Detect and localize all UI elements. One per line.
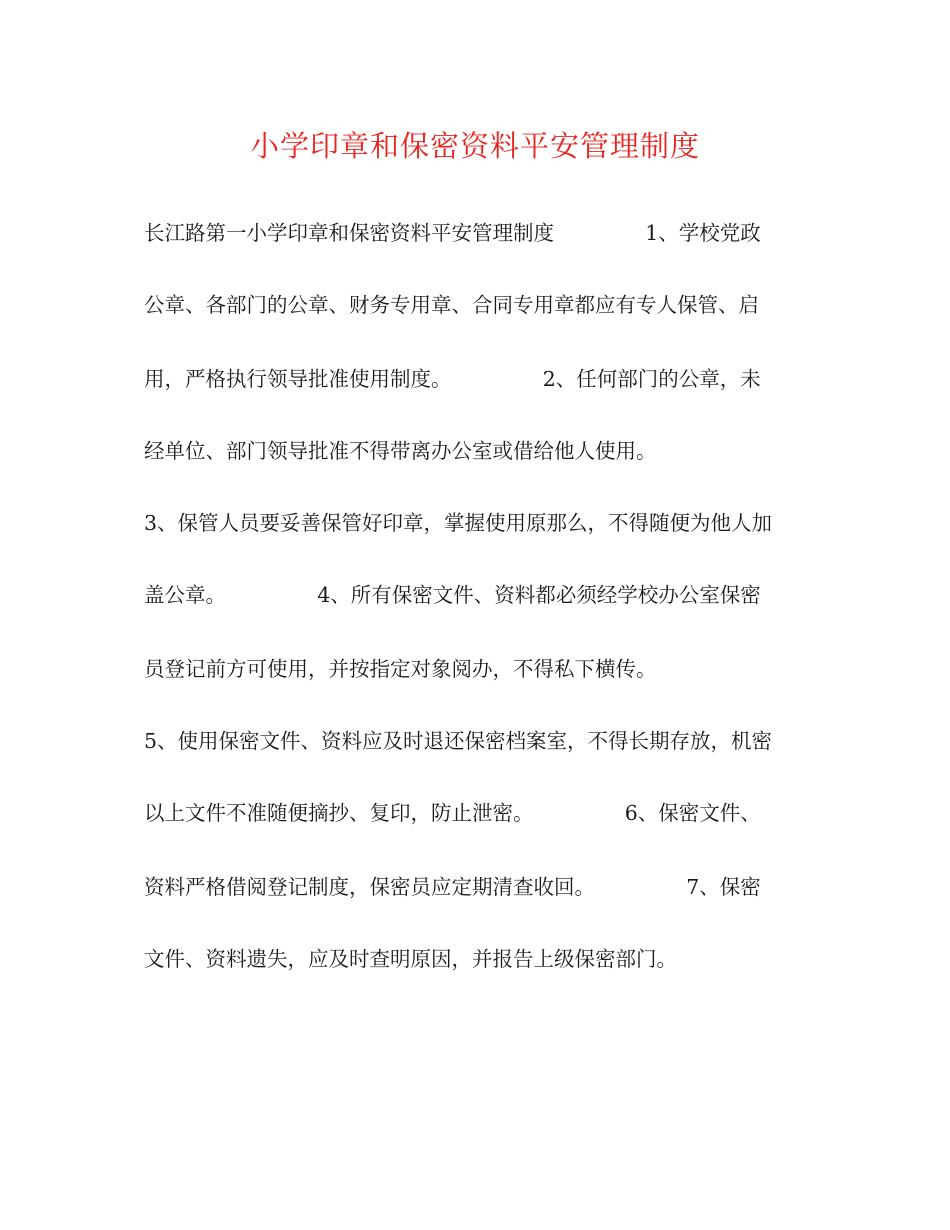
body-line: 5、使用保密文件、资料应及时退还保密档案室，不得长期存放，机密 (144, 729, 773, 753)
page-title: 小学印章和保密资料平安管理制度 (249, 129, 700, 163)
body-line: 资料严格借阅登记制度，保密员应定期清查收回。 7、保密 (144, 875, 761, 899)
body-line: 盖公章。 4、所有保密文件、资料都必须经学校办公室保密 (144, 583, 761, 607)
body-line: 以上文件不准随便摘抄、复印，防止泄密。 6、保密文件、 (144, 801, 761, 825)
body-line: 文件、资料遗失，应及时查明原因，并报告上级保密部门。 (144, 947, 677, 971)
body-line: 长江路第一小学印章和保密资料平安管理制度 1、学校党政 (144, 221, 761, 245)
body-line: 用，严格执行领导批准使用制度。 2、任何部门的公章，未 (144, 367, 761, 391)
body-line: 公章、各部门的公章、财务专用章、合同专用章都应有专人保管、启 (144, 293, 759, 317)
body-line: 经单位、部门领导批准不得带离办公室或借给他人使用。 (144, 439, 657, 463)
body-line: 3、保管人员要妥善保管好印章，掌握使用原那么，不得随便为他人加 (144, 511, 773, 535)
body-line: 员登记前方可使用，并按指定对象阅办，不得私下横传。 (144, 657, 657, 681)
